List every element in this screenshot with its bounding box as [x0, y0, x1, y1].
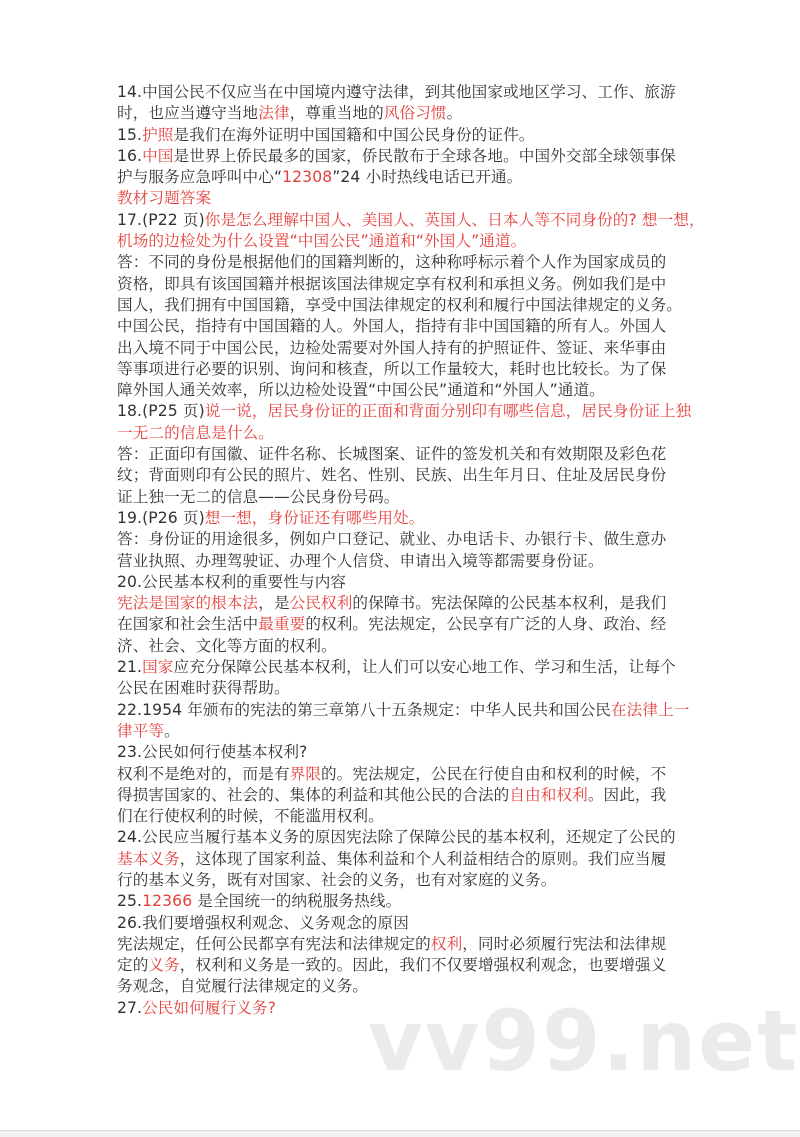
- highlighted-text: 公民如何履行义务?: [142, 998, 277, 1017]
- highlighted-text: 公民权利: [289, 594, 353, 613]
- body-text: 答：正面印有国徽、证件名称、长城图案、证件的签发机关和有效期限及彩色花: [117, 445, 667, 464]
- highlighted-text: 护照: [142, 125, 174, 144]
- body-text: 是全国统一的纳税服务热线。: [192, 892, 402, 911]
- body-text: 障外国人通关效率，所以边检处设置“中国公民”通道和“外国人”通道。: [117, 381, 605, 400]
- text-line: [117, 614, 697, 635]
- body-text: 17.(P22 页): [117, 210, 205, 229]
- body-text: 纹；背面则印有公民的照片、姓名、性别、民族、出生年月日、住址及居民身份: [117, 466, 667, 485]
- text-line: [117, 444, 697, 465]
- body-text: ，同时必须履行宪法和法律规: [462, 934, 667, 953]
- body-text: 护与服务应急呼叫中心“: [117, 168, 283, 187]
- text-line: [117, 295, 697, 316]
- text-line: [117, 359, 697, 380]
- text-line: [117, 401, 697, 422]
- body-text: 营业执照、办理驾驶证、办理个人信贷、申请出入境等都需要身份证。: [117, 551, 604, 570]
- body-text: ，权利和义务是一致的。因此，我们不仅要增强权利观念，也要增强义: [179, 956, 667, 975]
- highlighted-text: 宪法是国家的根本法: [117, 594, 259, 613]
- body-text: 21.: [117, 658, 143, 677]
- body-text: 在国家和社会生活中: [117, 615, 259, 634]
- body-text: ，是: [258, 594, 290, 613]
- body-text: 16.: [117, 146, 143, 165]
- document-body: [117, 82, 705, 1019]
- body-text: 。: [446, 104, 463, 123]
- text-line: [117, 934, 697, 955]
- body-text: 答：身份证的用途很多，例如户口登记、就业、办电话卡、办银行卡、做生意办: [117, 530, 667, 549]
- text-line: [117, 849, 697, 870]
- body-text: 的。宪法规定，公民在行使自由和权利的时候，不: [321, 764, 667, 783]
- text-line: [117, 103, 697, 124]
- page-bottom-edge: [0, 1131, 800, 1137]
- body-text: 26.我们要增强权利观念、义务观念的原因: [117, 913, 409, 932]
- text-line: [117, 955, 697, 976]
- highlighted-text: 中国: [142, 146, 174, 165]
- highlighted-text: 国家: [142, 658, 174, 677]
- text-line: [117, 338, 697, 359]
- text-line: [117, 529, 697, 550]
- body-text: 证上独一无二的信息——公民身份号码。: [117, 487, 400, 506]
- highlighted-text: 说一说，居民身份证的正面和背面分别印有哪些信息，居民身份证上独: [204, 402, 692, 421]
- highlighted-text: 想一想，身份证还有哪些用处。: [204, 508, 425, 527]
- text-line: [117, 252, 697, 273]
- highlighted-text: 权利: [430, 934, 463, 953]
- text-line: [117, 167, 697, 188]
- body-text: 的权利。宪法规定，公民享有广泛的人身、政治、经: [305, 615, 667, 634]
- body-text: 宪法规定，任何公民都享有宪法和法律规定的: [117, 934, 431, 953]
- body-text: 出入境不同于中国公民，边检处需要对外国人持有的护照证件、签证、来华事由: [117, 338, 667, 357]
- text-line: [117, 657, 697, 678]
- text-line: [117, 870, 697, 891]
- body-text: 时，也应当遵守当地: [117, 104, 259, 123]
- text-line: [117, 572, 697, 593]
- body-text: 权利不是绝对的，而是有: [117, 764, 290, 783]
- highlighted-text: 自由和权利: [509, 785, 588, 804]
- highlighted-text: 机场的边检处为什么设置“中国公民”通道和“外国人”通道。: [117, 232, 527, 251]
- text-line: [117, 764, 697, 785]
- body-text: ，尊重当地的: [289, 104, 384, 123]
- text-line: [117, 82, 697, 103]
- body-text: 19.(P26 页): [117, 508, 205, 527]
- body-text: 行的基本义务，既有对国家、社会的义务，也有对家庭的义务。: [117, 870, 557, 889]
- text-line: [117, 593, 697, 614]
- body-text: 济、社会、文化等方面的权利。: [117, 636, 337, 655]
- text-line: [117, 508, 697, 529]
- text-line: [117, 721, 697, 742]
- body-text: 务观念，自觉履行法律规定的义务。: [117, 977, 369, 996]
- body-text: 。因此，我: [587, 785, 667, 804]
- highlighted-text: 基本义务: [117, 849, 180, 868]
- text-line: [117, 231, 697, 252]
- body-text: 是我们在海外证明中国国籍和中国公民身份的证件。: [173, 125, 535, 144]
- body-text: 资格，即具有该国国籍并根据该国法律规定享有权利和承担义务。例如我们是中: [117, 274, 667, 293]
- text-line: [117, 636, 697, 657]
- highlighted-text: 在法律上一: [610, 700, 690, 719]
- text-line: [117, 785, 697, 806]
- body-text: 得损害国家的、社会的、集体的利益和其他公民的合法的: [117, 785, 510, 804]
- body-text: 14.中国公民不仅应当在中国境内遵守法律，到其他国家或地区学习、工作、旅游: [117, 83, 676, 101]
- body-text: 应充分保障公民基本权利，让人们可以安心地工作、学习和生活，让每个: [173, 658, 676, 677]
- body-text: 18.(P25 页): [117, 402, 205, 421]
- body-text: 27.: [117, 998, 143, 1017]
- body-text: 们在行使权利的时候，不能滥用权利。: [117, 807, 384, 826]
- highlighted-text: 界限: [289, 764, 322, 783]
- body-text: 等事项进行必要的识别、询问和核查，所以工作量较大，耗时也比较长。为了保: [117, 359, 667, 378]
- text-line: [117, 806, 697, 827]
- body-text: 公民在困难时获得帮助。: [117, 679, 290, 698]
- text-line: [117, 423, 697, 444]
- text-line: [117, 465, 697, 486]
- body-text: 15.: [117, 125, 143, 144]
- highlighted-text: 律平等: [117, 721, 165, 740]
- body-text: 22.1954 年颁布的宪法的第三章第八十五条规定：中华人民共和国公民: [117, 700, 611, 719]
- text-line: [117, 700, 697, 721]
- body-text: 是世界上侨民最多的国家，侨民散布于全球各地。中国外交部全球领事保: [173, 146, 676, 165]
- highlighted-text: 教材习题答案: [117, 189, 212, 208]
- body-text: 中国公民，指持有中国国籍的人。外国人，指持有非中国国籍的所有人。外国人: [117, 317, 667, 336]
- body-text: 。: [164, 721, 180, 740]
- text-line: [117, 125, 697, 146]
- highlighted-text: 你是怎么理解中国人、美国人、英国人、日本人等不同身份的? 想一想，: [204, 210, 705, 229]
- body-text: 答：不同的身份是根据他们的国籍判断的，这种称呼标示着个人作为国家成员的: [117, 253, 667, 272]
- highlighted-text: 12308: [282, 168, 333, 187]
- text-line: [117, 487, 697, 508]
- body-text: 国人，我们拥有中国国籍，享受中国法律规定的权利和履行中国法律规定的义务。: [117, 295, 682, 314]
- body-text: 24.公民应当履行基本义务的原因宪法除了保障公民的基本权利，还规定了公民的: [117, 828, 676, 847]
- text-line: [117, 678, 697, 699]
- text-line: [117, 210, 705, 231]
- text-line: [117, 274, 697, 295]
- text-line: [117, 742, 697, 763]
- body-text: ，这体现了国家利益、集体利益和个人利益相结合的原则。我们应当履: [179, 849, 667, 868]
- body-text: ”24 小时热线电话已开通。: [332, 168, 523, 187]
- highlighted-text: 义务: [148, 956, 180, 975]
- highlighted-text: 风俗习惯: [383, 104, 447, 123]
- text-line: [117, 380, 697, 401]
- text-line: [117, 316, 697, 337]
- text-line: [117, 188, 697, 209]
- body-text: 20.公民基本权利的重要性与内容: [117, 572, 347, 591]
- body-text: 的保障书。宪法保障的公民基本权利，是我们: [352, 594, 667, 613]
- highlighted-text: 12366: [142, 892, 193, 911]
- body-text: 23.公民如何行使基本权利?: [117, 743, 308, 762]
- highlighted-text: 最重要: [258, 615, 306, 634]
- highlighted-text: 法律: [258, 104, 290, 123]
- body-text: 25.: [117, 892, 143, 911]
- body-text: 定的: [117, 956, 149, 975]
- text-line: [117, 551, 697, 572]
- text-line: [117, 913, 697, 934]
- text-line: [117, 146, 697, 167]
- text-line: [117, 891, 697, 912]
- highlighted-text: 一无二的信息是什么。: [117, 423, 274, 442]
- watermark: vv99.net: [368, 992, 800, 1090]
- text-line: [117, 827, 697, 848]
